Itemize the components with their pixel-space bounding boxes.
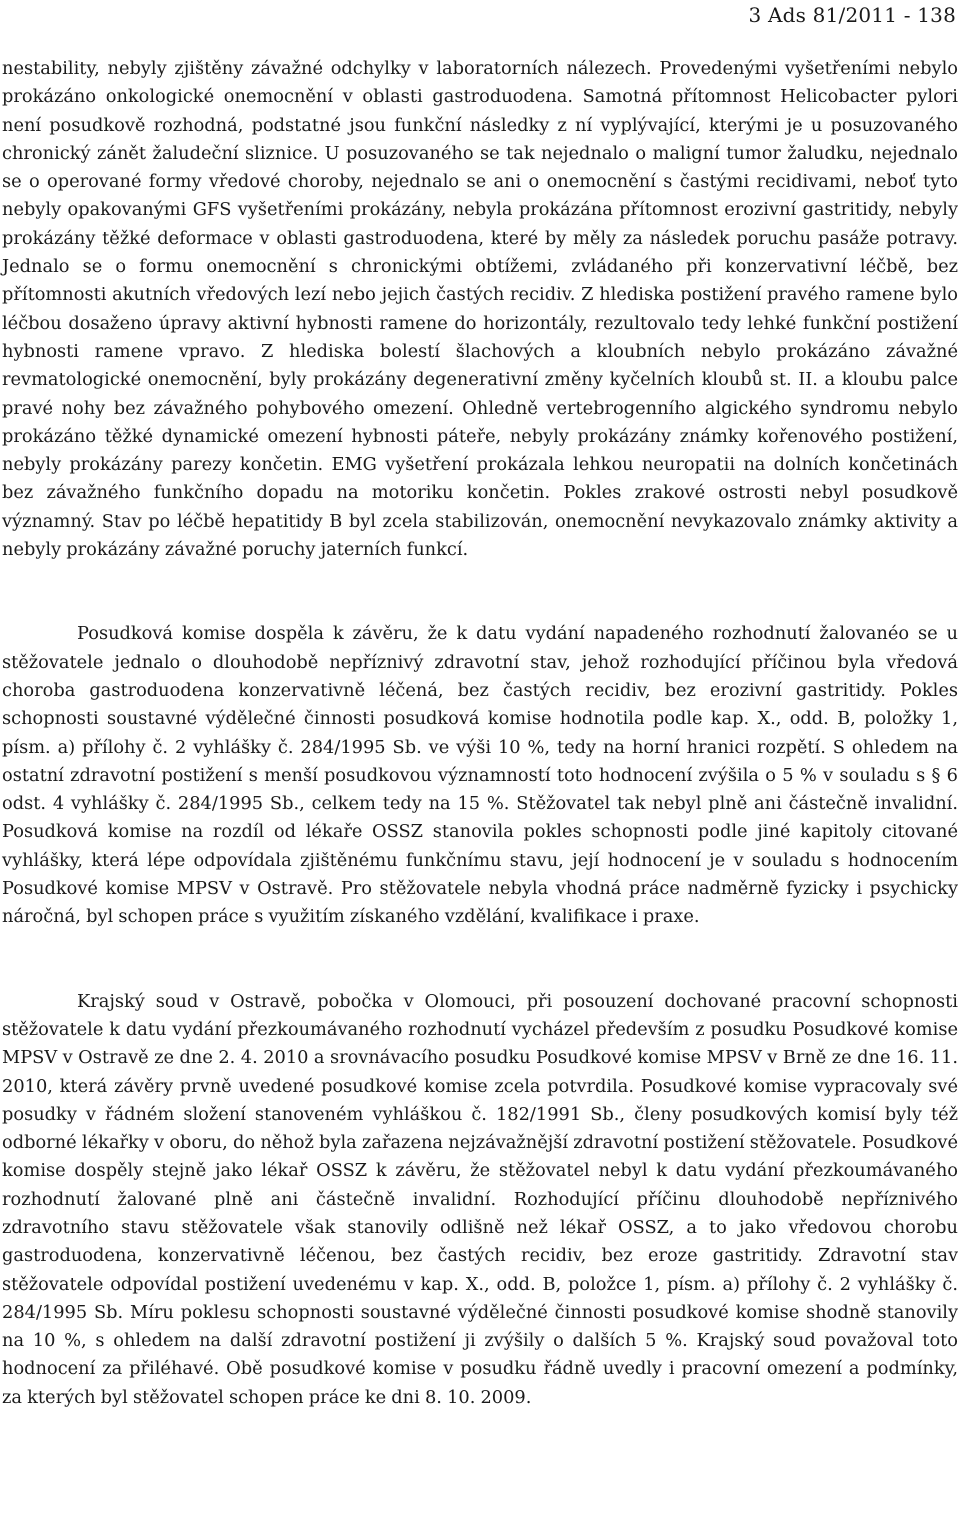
case-reference: 3 Ads 81/2011 - 138 xyxy=(748,3,956,27)
document-body xyxy=(2,55,958,1412)
paragraph-gap xyxy=(2,932,958,988)
paragraph-continuation: nestability, nebyly zjištěny závažné odchylky v laboratorních nálezech. Provedenými vyšetřeními nebylo prokázáno onkologické onemocnění v oblasti gastroduodena. Samotná přítomnost Helicobacter pylori není posudkově rozhodná, podstatné jsou funkční následky z ní vyplývající, kterými je u posuzovaného chronický zánět žaludeční sliznice. U posuzovaného se tak nejednalo o maligní tumor žaludku, nejednalo se o operované formy vředové choroby, nejednalo se ani o onemocnění s častými recidivami, neboť tyto nebyly opakovanými GFS vyšetřeními prokázány, nebyla prokázána přítomnost erozivní gastritidy, nebyly prokázány těžké deformace v oblasti gastroduodena, které by měly za následek poruchu pasáže potravy. Jednalo se o formu onemocnění s chronickými obtížemi, zvládaného při konzervativní léčbě, bez přítomnosti akutních vředových lezí nebo jejich častých recidiv. Z hlediska postižení pravého ramene bylo léčbou dosaženo úpravy aktivní hybnosti ramene do horizontály, rezultovalo tedy lehké funkční postižení hybnosti ramene vpravo. Z hlediska bolestí šlachových a kloubních nebylo prokázáno závažné revmatologické onemocnění, byly prokázány degenerativní změny kyčelních kloubů st. II. a kloubu palce pravé nohy bez závažného pohybového omezení. Ohledně vertebrogenního algického syndromu nebylo prokázáno těžké dynamické omezení hybnosti páteře, nebyly prokázány známky kořenového postižení, nebyly prokázány parezy končetin. EMG vyšetření prokázala lehkou neuropatii na dolních končetinách bez závažného funkčního dopadu na motoriku končetin. Pokles zrakové ostrosti nebyl posudkově významný. Stav po léčbě hepatitidy B byl zcela stabilizován, onemocnění nevykazovalo známky aktivity a nebyly prokázány závažné poruchy jaterních funkcí. xyxy=(2,58,958,561)
paragraph-court-assessment: Krajský soud v Ostravě, pobočka v Olomouci, při posouzení dochované pracovní schopnosti stěžovatele k datu vydání přezkoumávaného rozhodnutí vycházel především z posudku Posudkové komise MPSV v Ostravě ze dne 2. 4. 2010 a srovnávacího posudku Posudkové komise MPSV v Brně ze dne 16. 11. 2010, která závěry prvně uvedené posudkové komise zcela potvrdila. Posudkové komise vypracovaly své posudky v řádném složení stanoveném vyhláškou č. 182/1991 Sb., členy posudkových komisí byly též odborné lékařky v oboru, do něhož byla zařazena nejzávažnější zdravotní postižení stěžovatele. Posudkové komise dospěly stejně jako lékař OSSZ k závěru, že stěžovatel nebyl k datu vydání přezkoumávaného rozhodnutí žalované plně ani částečně invalidní. Rozhodující příčinu dlouhodobě nepříznivého zdravotního stavu stěžovatele však stanovily odlišně než lékař OSSZ, a to jako vředovou chorobu gastroduodena, konzervativně léčenou, bez častých recidiv, bez eroze gastritidy. Zdravotní stav stěžovatele odpovídal postižení uvedenému v kap. X., odd. B, položce 1, písm. a) přílohy č. 2 vyhlášky č. 284/1995 Sb. Míru poklesu schopnosti soustavné výdělečné činnosti posudkové komise shodně stanovily na 10 %, s ohledem na další zdravotní postižení ji zvýšily o dalších 5 %. Krajský soud považoval toto hodnocení za přiléhavé. Obě posudkové komise v posudku řádně uvedly i pracovní omezení a podmínky, za kterých byl stěžovatel schopen práce ke dni 8. 10. 2009. xyxy=(2,990,958,1408)
paragraph-commission-conclusion: Posudková komise dospěla k závěru, že k datu vydání napadeného rozhodnutí žalovanéo se u stěžovatele jednalo o dlouhodobě nepříznivý zdravotní stav, jehož rozhodující příčinou byla vředová choroba gastroduodena konzervativně léčená, bez častých recidiv, bez erozivní gastritidy. Pokles schopnosti soustavné výdělečné činnosti posudková komise hodnotila podle kap. X., odd. B, položky 1, písm. a) přílohy č. 2 vyhlášky č. 284/1995 Sb. ve výši 10 %, tedy na horní hranici rozpětí. S ohledem na ostatní zdravotní postižení s menší posudkovou významností toto hodnocení zvýšila o 5 % v souladu s § 6 odst. 4 vyhlášky č. 284/1995 Sb., celkem tedy na 15 %. Stěžovatel tak nebyl plně ani částečně invalidní. Posudková komise na rozdíl od lékaře OSSZ stanovila pokles schopnosti podle jiné kapitoly citované vyhlášky, která lépe odpovídala zjištěnému funkčnímu stavu, její hodnocení je v souladu s hodnocením Posudkové komise MPSV v Ostravě. Pro stěžovatele nebyla vhodná práce nadměrně fyzicky i psychicky náročná, byl schopen práce s využitím získaného vzdělání, kvalifikace i praxe. xyxy=(2,623,958,928)
paragraph-gap xyxy=(2,564,958,620)
